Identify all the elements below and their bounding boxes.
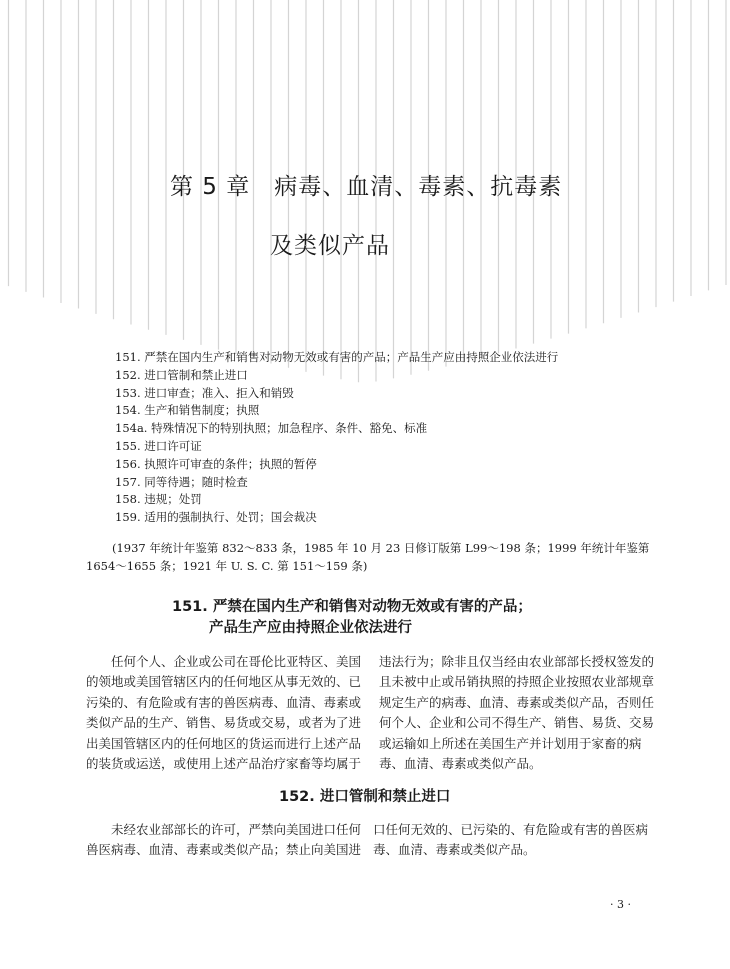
citation-line: (1937 年统计年鉴第 832～833 条，1985 年 10 月 23 日修订版第 L99～198 条；1999 年统计年鉴第 [112, 541, 650, 555]
citation [86, 539, 656, 575]
section-151-heading-continued: 产品生产应由持照企业依法进行 [209, 620, 412, 636]
section-list-item: 156. 执照许可审查的条件；执照的暂停 [115, 456, 317, 471]
section-151-heading: 151. 严禁在国内生产和销售对动物无效或有害的产品； [172, 599, 532, 615]
page-number: · 3 · [610, 898, 631, 911]
body-line: 毒、血清、毒素或类似产品。 [379, 756, 542, 772]
chapter-title: 第 5 章 病毒、血清、毒素、抗毒素 [170, 174, 563, 200]
section-list-item: 154a. 特殊情况下的特别执照；加急程序、条件、豁免、标准 [115, 421, 428, 436]
body-line: 规定生产的病毒、血清、毒素或类似产品，否则任 [379, 694, 655, 710]
section-152-right-column [373, 820, 648, 861]
section-list-item: 158. 违规；处罚 [115, 492, 202, 507]
body-line: 兽医病毒、血清、毒素或类似产品；禁止向美国进 [86, 842, 362, 858]
body-line: 且未被中止或吊销执照的持照企业按照农业部规章 [379, 674, 655, 690]
section-list [115, 349, 558, 527]
section-list-item: 157. 同等待遇；随时检查 [115, 474, 248, 489]
section-list-item: 152. 进口管制和禁止进口 [115, 367, 248, 382]
body-line: 类似产品的生产、销售、易货或交易，或者为了进 [86, 715, 362, 731]
section-list-item: 159. 适用的强制执行、处罚；国会裁决 [115, 510, 317, 525]
body-line: 违法行为；除非且仅当经由农业部部长授权签发的 [379, 654, 655, 669]
body-line: 污染的、有危险或有害的兽医病毒、血清、毒素或 [86, 694, 362, 710]
body-line: 出美国管辖区内的任何地区的货运而进行上述产品 [86, 735, 362, 751]
citation-line: 1654～1655 条；1921 年 U. S. C. 第 151～159 条) [86, 559, 368, 573]
section-list-item: 151. 严禁在国内生产和销售对动物无效或有害的产品；产品生产应由持照企业依法进行 [115, 350, 559, 364]
section-list-item: 153. 进口审查；准入、拒入和销毁 [115, 385, 294, 400]
section-list-item: 154. 生产和销售制度；执照 [115, 403, 260, 418]
section-152-left-column [86, 820, 361, 861]
section-152-heading: 152. 进口管制和禁止进口 [279, 789, 451, 805]
body-line: 或运输如上所述在美国生产并计划用于家畜的病 [379, 735, 642, 751]
body-line: 毒、血清、毒素或类似产品。 [373, 842, 536, 858]
section-151-left-column [86, 652, 361, 774]
section-151-right-column [379, 652, 654, 774]
body-line: 的装货或运送，或使用上述产品治疗家畜等均属于 [86, 756, 362, 772]
body-line: 任何个人、企业或公司在哥伦比亚特区、美国 [86, 654, 362, 669]
body-line: 的领地或美国管辖区内的任何地区从事无效的、已 [86, 674, 362, 690]
section-list-item: 155. 进口许可证 [115, 438, 202, 453]
body-line: 口任何无效的、已污染的、有危险或有害的兽医病 [373, 822, 649, 837]
body-line: 未经农业部部长的许可，严禁向美国进口任何 [86, 822, 362, 837]
body-line: 何个人、企业和公司不得生产、销售、易货、交易 [379, 715, 655, 731]
chapter-title-continued: 及类似产品 [270, 233, 390, 259]
